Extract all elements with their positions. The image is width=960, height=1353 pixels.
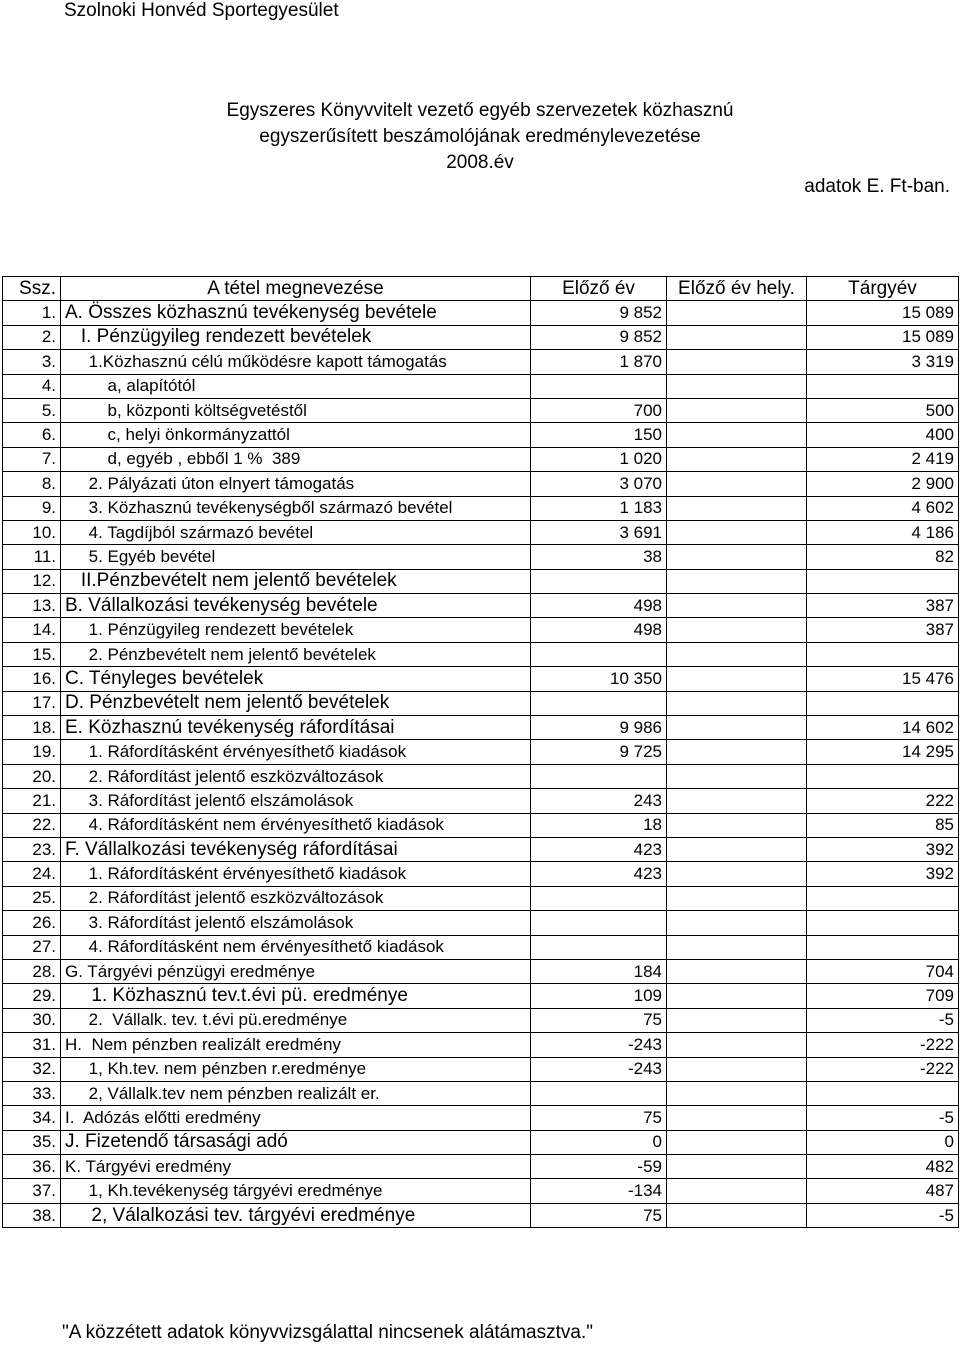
item-name: G. Tárgyévi pénzügyi eredménye — [61, 959, 531, 983]
item-name: 2. Pénzbevételt nem jelentő bevételek — [61, 642, 531, 666]
previous-year-adjustment — [667, 959, 807, 983]
previous-year-value: 498 — [531, 618, 667, 642]
previous-year-value: -243 — [531, 1057, 667, 1081]
item-name: 2. Ráfordítást jelentő eszközváltozások — [61, 886, 531, 910]
row-number: 21. — [3, 789, 61, 813]
table-row — [3, 984, 959, 1008]
current-year-value: 704 — [807, 959, 959, 983]
item-name: I. Adózás előtti eredmény — [61, 1106, 531, 1130]
previous-year-value — [531, 935, 667, 959]
organization-name: Szolnoki Honvéd Sportegyesület — [64, 0, 339, 21]
item-name: 1. Ráfordításként érvényesíthető kiadások — [61, 862, 531, 886]
table-row — [3, 447, 959, 471]
previous-year-value — [531, 911, 667, 935]
current-year-value: 2 419 — [807, 447, 959, 471]
item-name: 2. Vállalk. tev. t.évi pü.eredménye — [61, 1008, 531, 1032]
previous-year-adjustment — [667, 764, 807, 788]
item-name: K. Tárgyévi eredmény — [61, 1155, 531, 1179]
title-line-2: egyszerűsített beszámolójának eredménylevezetése — [259, 126, 701, 147]
item-name: B. Vállalkozási tevékenység bevétele — [61, 594, 531, 618]
previous-year-adjustment — [667, 740, 807, 764]
current-year-value: 392 — [807, 862, 959, 886]
table-row — [3, 764, 959, 788]
item-name: 2, Vállalk.tev nem pénzben realizált er. — [61, 1081, 531, 1105]
previous-year-value: 243 — [531, 789, 667, 813]
previous-year-adjustment — [667, 691, 807, 715]
previous-year-value: 18 — [531, 813, 667, 837]
current-year-value: 482 — [807, 1155, 959, 1179]
previous-year-adjustment — [667, 789, 807, 813]
row-number: 16. — [3, 667, 61, 691]
current-year-value: 709 — [807, 984, 959, 1008]
item-name: 1. Pénzügyileg rendezett bevételek — [61, 618, 531, 642]
title-line-1: Egyszeres Könyvvitelt vezető egyéb szervezetek közhasznú — [226, 100, 734, 121]
row-number: 9. — [3, 496, 61, 520]
current-year-value: 82 — [807, 545, 959, 569]
item-name: b, központi költségvetéstől — [61, 398, 531, 422]
item-name: A. Összes közhasznú tevékenység bevétele — [61, 301, 531, 325]
header-adj: Előző év hely. — [667, 277, 807, 301]
previous-year-adjustment — [667, 496, 807, 520]
item-name: 3. Közhasznú tevékenységből származó bevétel — [61, 496, 531, 520]
current-year-value: 500 — [807, 398, 959, 422]
item-name: 1. Közhasznú tev.t.évi pü. eredménye — [61, 984, 531, 1008]
previous-year-value: 75 — [531, 1203, 667, 1227]
result-table — [2, 276, 959, 1228]
row-number: 36. — [3, 1155, 61, 1179]
previous-year-adjustment — [667, 569, 807, 593]
previous-year-adjustment — [667, 1130, 807, 1154]
table-row — [3, 472, 959, 496]
previous-year-adjustment — [667, 594, 807, 618]
item-name: E. Közhasznú tevékenység ráfordításai — [61, 716, 531, 740]
row-number: 17. — [3, 691, 61, 715]
table-row — [3, 1081, 959, 1105]
table-row — [3, 862, 959, 886]
item-name: 3. Ráfordítást jelentő elszámolások — [61, 789, 531, 813]
previous-year-value: 0 — [531, 1130, 667, 1154]
row-number: 11. — [3, 545, 61, 569]
row-number: 30. — [3, 1008, 61, 1032]
item-name: c, helyi önkormányzattól — [61, 423, 531, 447]
previous-year-adjustment — [667, 325, 807, 349]
table-row — [3, 1155, 959, 1179]
item-name: C. Tényleges bevételek — [61, 667, 531, 691]
item-name: 1, Kh.tev. nem pénzben r.eredménye — [61, 1057, 531, 1081]
item-name: I. Pénzügyileg rendezett bevételek — [61, 325, 531, 349]
row-number: 28. — [3, 959, 61, 983]
current-year-value: 2 900 — [807, 472, 959, 496]
current-year-value — [807, 374, 959, 398]
item-name: F. Vállalkozási tevékenység ráfordításai — [61, 837, 531, 861]
table-row — [3, 1008, 959, 1032]
table-row — [3, 496, 959, 520]
table-row — [3, 667, 959, 691]
row-number: 29. — [3, 984, 61, 1008]
current-year-value: 15 089 — [807, 325, 959, 349]
item-name: 3. Ráfordítást jelentő elszámolások — [61, 911, 531, 935]
row-number: 3. — [3, 350, 61, 374]
current-year-value: 4 602 — [807, 496, 959, 520]
previous-year-adjustment — [667, 862, 807, 886]
header-cur: Tárgyév — [807, 277, 959, 301]
table-row — [3, 886, 959, 910]
row-number: 12. — [3, 569, 61, 593]
table-row — [3, 837, 959, 861]
previous-year-adjustment — [667, 301, 807, 325]
previous-year-value: 38 — [531, 545, 667, 569]
previous-year-adjustment — [667, 1203, 807, 1227]
row-number: 33. — [3, 1081, 61, 1105]
table-row — [3, 618, 959, 642]
previous-year-value — [531, 569, 667, 593]
item-name: 4. Ráfordításként nem érvényesíthető kiadások — [61, 935, 531, 959]
item-name: D. Pénzbevételt nem jelentő bevételek — [61, 691, 531, 715]
previous-year-value: 1 183 — [531, 496, 667, 520]
previous-year-value — [531, 691, 667, 715]
row-number: 34. — [3, 1106, 61, 1130]
table-row — [3, 569, 959, 593]
table-row — [3, 691, 959, 715]
item-name: J. Fizetendő társasági adó — [61, 1130, 531, 1154]
previous-year-adjustment — [667, 1033, 807, 1057]
previous-year-value — [531, 886, 667, 910]
table-row — [3, 911, 959, 935]
previous-year-value: 498 — [531, 594, 667, 618]
row-number: 27. — [3, 935, 61, 959]
current-year-value: -5 — [807, 1203, 959, 1227]
table-row — [3, 1179, 959, 1203]
previous-year-adjustment — [667, 520, 807, 544]
row-number: 31. — [3, 1033, 61, 1057]
row-number: 32. — [3, 1057, 61, 1081]
row-number: 5. — [3, 398, 61, 422]
item-name: 4. Ráfordításként nem érvényesíthető kiadások — [61, 813, 531, 837]
table-row — [3, 813, 959, 837]
footer-note: "A közzétett adatok könyvvizsgálattal nincsenek alátámasztva." — [62, 1322, 593, 1343]
row-number: 24. — [3, 862, 61, 886]
table-row — [3, 935, 959, 959]
previous-year-adjustment — [667, 1057, 807, 1081]
current-year-value: 387 — [807, 618, 959, 642]
table-row — [3, 374, 959, 398]
table-row — [3, 520, 959, 544]
previous-year-adjustment — [667, 1008, 807, 1032]
item-name: a, alapítótól — [61, 374, 531, 398]
item-name: 1.Közhasznú célú működésre kapott támogatás — [61, 350, 531, 374]
unit-note: adatok E. Ft-ban. — [804, 176, 950, 197]
current-year-value: 3 319 — [807, 350, 959, 374]
item-name: 5. Egyéb bevétel — [61, 545, 531, 569]
current-year-value: -5 — [807, 1008, 959, 1032]
current-year-value — [807, 935, 959, 959]
row-number: 15. — [3, 642, 61, 666]
item-name: 1, Kh.tevékenység tárgyévi eredménye — [61, 1179, 531, 1203]
previous-year-adjustment — [667, 398, 807, 422]
previous-year-value: 700 — [531, 398, 667, 422]
current-year-value — [807, 691, 959, 715]
header-name: A tétel megnevezése — [61, 277, 531, 301]
current-year-value: 222 — [807, 789, 959, 813]
table-row — [3, 642, 959, 666]
row-number: 2. — [3, 325, 61, 349]
current-year-value — [807, 1081, 959, 1105]
current-year-value: 15 089 — [807, 301, 959, 325]
previous-year-adjustment — [667, 1106, 807, 1130]
table-row — [3, 1033, 959, 1057]
previous-year-adjustment — [667, 618, 807, 642]
table-row — [3, 350, 959, 374]
item-name: 2. Ráfordítást jelentő eszközváltozások — [61, 764, 531, 788]
current-year-value: 387 — [807, 594, 959, 618]
current-year-value: 14 295 — [807, 740, 959, 764]
table-row — [3, 959, 959, 983]
current-year-value: 85 — [807, 813, 959, 837]
row-number: 8. — [3, 472, 61, 496]
previous-year-value: 10 350 — [531, 667, 667, 691]
current-year-value: 392 — [807, 837, 959, 861]
previous-year-value: 1 870 — [531, 350, 667, 374]
row-number: 1. — [3, 301, 61, 325]
row-number: 22. — [3, 813, 61, 837]
header-prev: Előző év — [531, 277, 667, 301]
previous-year-adjustment — [667, 1081, 807, 1105]
previous-year-adjustment — [667, 886, 807, 910]
previous-year-value: 9 852 — [531, 325, 667, 349]
table-row — [3, 325, 959, 349]
table-row — [3, 716, 959, 740]
previous-year-adjustment — [667, 911, 807, 935]
table-row — [3, 594, 959, 618]
previous-year-adjustment — [667, 545, 807, 569]
current-year-value: 14 602 — [807, 716, 959, 740]
row-number: 25. — [3, 886, 61, 910]
table-row — [3, 740, 959, 764]
current-year-value — [807, 886, 959, 910]
row-number: 19. — [3, 740, 61, 764]
previous-year-adjustment — [667, 935, 807, 959]
row-number: 6. — [3, 423, 61, 447]
row-number: 13. — [3, 594, 61, 618]
table-header-row — [3, 277, 959, 301]
current-year-value: -222 — [807, 1033, 959, 1057]
previous-year-value: 150 — [531, 423, 667, 447]
table-row — [3, 545, 959, 569]
previous-year-value: -59 — [531, 1155, 667, 1179]
previous-year-value: 3 070 — [531, 472, 667, 496]
previous-year-value — [531, 642, 667, 666]
previous-year-adjustment — [667, 423, 807, 447]
table-row — [3, 423, 959, 447]
row-number: 37. — [3, 1179, 61, 1203]
previous-year-adjustment — [667, 667, 807, 691]
header-ssz: Ssz. — [3, 277, 61, 301]
table-row — [3, 398, 959, 422]
table-row — [3, 1057, 959, 1081]
previous-year-value — [531, 764, 667, 788]
item-name: 4. Tagdíjból származó bevétel — [61, 520, 531, 544]
previous-year-adjustment — [667, 837, 807, 861]
row-number: 18. — [3, 716, 61, 740]
row-number: 38. — [3, 1203, 61, 1227]
previous-year-adjustment — [667, 813, 807, 837]
previous-year-adjustment — [667, 642, 807, 666]
current-year-value — [807, 764, 959, 788]
previous-year-adjustment — [667, 716, 807, 740]
current-year-value: 0 — [807, 1130, 959, 1154]
row-number: 35. — [3, 1130, 61, 1154]
item-name: II.Pénzbevételt nem jelentő bevételek — [61, 569, 531, 593]
title-line-3: 2008.év — [446, 152, 514, 173]
item-name: 2. Pályázati úton elnyert támogatás — [61, 472, 531, 496]
table-row — [3, 301, 959, 325]
current-year-value: 4 186 — [807, 520, 959, 544]
current-year-value — [807, 642, 959, 666]
previous-year-value — [531, 1081, 667, 1105]
previous-year-value: 9 852 — [531, 301, 667, 325]
table-row — [3, 1203, 959, 1227]
previous-year-value: 184 — [531, 959, 667, 983]
table-row — [3, 1106, 959, 1130]
item-name: H. Nem pénzben realizált eredmény — [61, 1033, 531, 1057]
table-row — [3, 789, 959, 813]
current-year-value: 400 — [807, 423, 959, 447]
row-number: 7. — [3, 447, 61, 471]
current-year-value: 15 476 — [807, 667, 959, 691]
previous-year-value: -243 — [531, 1033, 667, 1057]
item-name: 1. Ráfordításként érvényesíthető kiadások — [61, 740, 531, 764]
current-year-value: -222 — [807, 1057, 959, 1081]
row-number: 4. — [3, 374, 61, 398]
previous-year-adjustment — [667, 374, 807, 398]
previous-year-value: 75 — [531, 1106, 667, 1130]
previous-year-value: 9 986 — [531, 716, 667, 740]
current-year-value: -5 — [807, 1106, 959, 1130]
previous-year-value: 423 — [531, 837, 667, 861]
row-number: 26. — [3, 911, 61, 935]
row-number: 14. — [3, 618, 61, 642]
previous-year-value: -134 — [531, 1179, 667, 1203]
previous-year-adjustment — [667, 472, 807, 496]
item-name: d, egyéb , ebből 1 % 389 — [61, 447, 531, 471]
item-name: 2, Válalkozási tev. tárgyévi eredménye — [61, 1203, 531, 1227]
previous-year-value: 1 020 — [531, 447, 667, 471]
previous-year-adjustment — [667, 1179, 807, 1203]
previous-year-value — [531, 374, 667, 398]
previous-year-value: 3 691 — [531, 520, 667, 544]
current-year-value — [807, 911, 959, 935]
previous-year-value: 109 — [531, 984, 667, 1008]
current-year-value — [807, 569, 959, 593]
previous-year-adjustment — [667, 984, 807, 1008]
previous-year-adjustment — [667, 447, 807, 471]
table-row — [3, 1130, 959, 1154]
row-number: 10. — [3, 520, 61, 544]
row-number: 23. — [3, 837, 61, 861]
row-number: 20. — [3, 764, 61, 788]
report-title — [0, 98, 960, 176]
previous-year-value: 9 725 — [531, 740, 667, 764]
current-year-value: 487 — [807, 1179, 959, 1203]
previous-year-value: 75 — [531, 1008, 667, 1032]
previous-year-adjustment — [667, 1155, 807, 1179]
previous-year-value: 423 — [531, 862, 667, 886]
previous-year-adjustment — [667, 350, 807, 374]
